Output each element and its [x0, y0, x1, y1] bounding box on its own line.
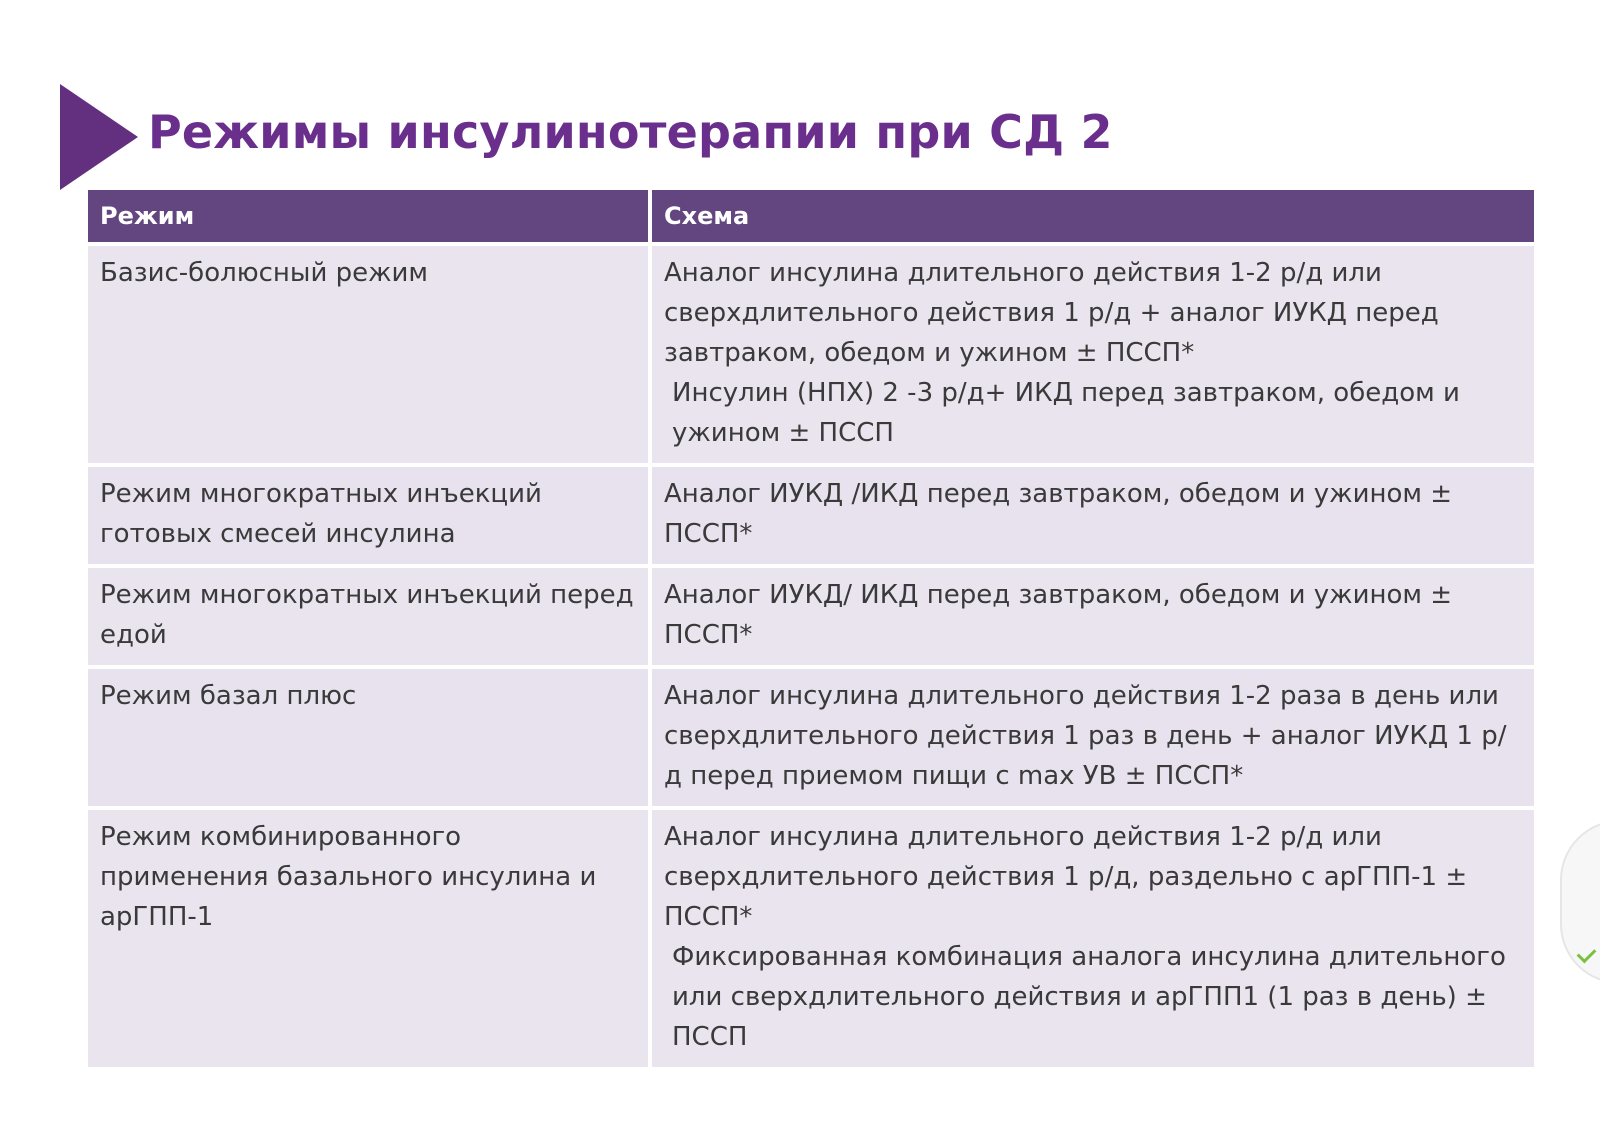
scheme-paragraph: Инсулин (НПХ) 2 -3 р/д+ ИКД перед завтраком, обедом и ужином ± ПССП — [672, 378, 1460, 448]
cell-scheme — [650, 667, 1534, 808]
play-arrow-icon — [60, 84, 138, 190]
cell-mode: Базис-болюсный режим — [88, 244, 650, 465]
header-mode: Режим — [88, 190, 650, 244]
scheme-paragraph: Аналог инсулина длительного действия 1-2 р/д или сверхдлительного действия 1 р/д, раздельно с арГПП-1 ± ПССП* — [664, 822, 1468, 932]
table-row — [88, 244, 1534, 465]
scheme-paragraph: Аналог инсулина длительного действия 1-2 раза в день или сверхдлительного действия 1 раз в день + аналог ИУКД 1 р/д перед приемом пищи с max УВ ± ПССП* — [664, 681, 1507, 791]
cell-mode: Режим базал плюс — [88, 667, 650, 808]
cell-scheme — [650, 244, 1534, 465]
insulin-regimens-table — [88, 190, 1534, 1071]
cell-mode: Режим комбинированного применения базального инсулина и арГПП-1 — [88, 808, 650, 1069]
cell-scheme — [650, 808, 1534, 1069]
scheme-paragraph: Аналог ИУКД/ ИКД перед завтраком, обедом и ужином ± ПССП* — [664, 580, 1453, 650]
cell-scheme — [650, 465, 1534, 566]
cell-scheme — [650, 566, 1534, 667]
scheme-paragraph: Аналог инсулина длительного действия 1-2 р/д или сверхдлительного действия 1 р/д + аналог ИУКД перед завтраком, обедом и ужином ± ПССП* — [664, 258, 1439, 368]
header-scheme: Схема — [650, 190, 1534, 244]
table-row — [88, 808, 1534, 1069]
table-header-row — [88, 190, 1534, 244]
scheme-paragraph: Аналог ИУКД /ИКД перед завтраком, обедом и ужином ± ПССП* — [664, 479, 1453, 549]
cell-mode: Режим многократных инъекций готовых смесей инсулина — [88, 465, 650, 566]
scheme-paragraph: Фиксированная комбинация аналога инсулина длительного или сверхдлительного действия и арГПП1 (1 раз в день) ± ПССП — [672, 942, 1506, 1052]
cell-mode: Режим многократных инъекций перед едой — [88, 566, 650, 667]
table-row — [88, 667, 1534, 808]
table-row — [88, 566, 1534, 667]
slide-title: Режимы инсулинотерапии при СД 2 — [148, 105, 1113, 159]
table-row — [88, 465, 1534, 566]
